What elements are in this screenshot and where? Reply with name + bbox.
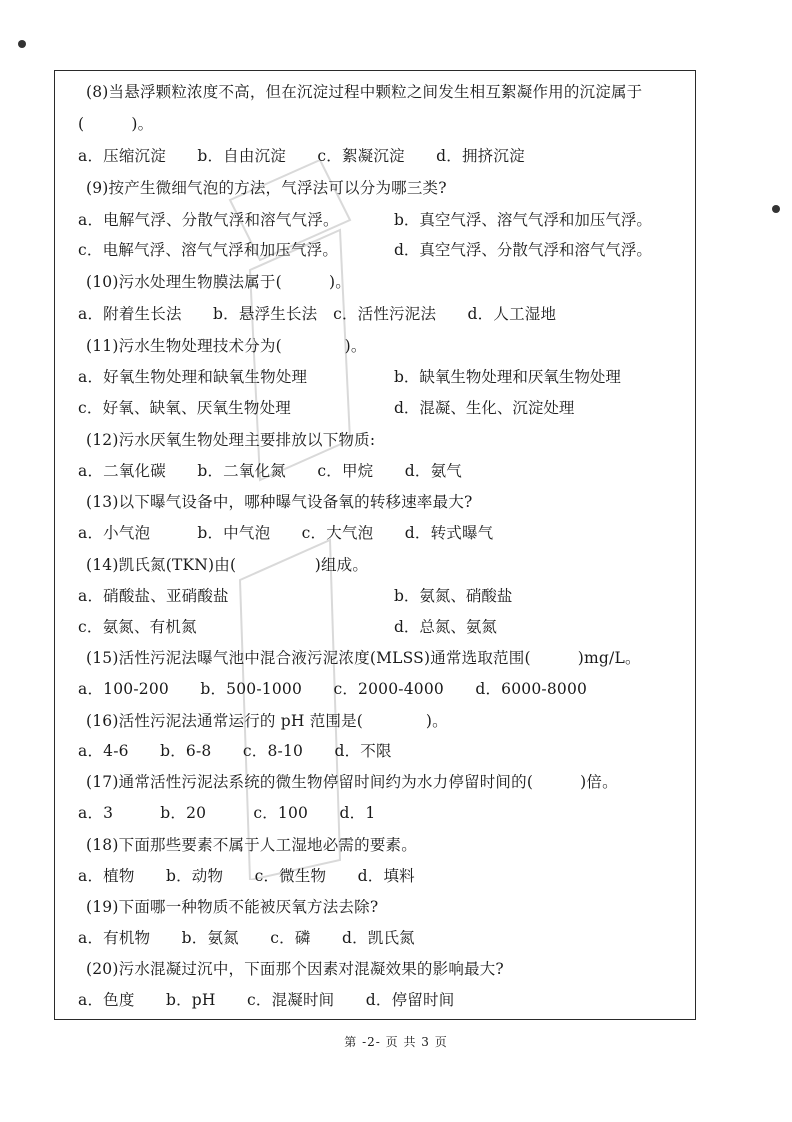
question-9-option-c: c．电解气浮、溶气气浮和加压气浮。: [78, 241, 339, 259]
question-8-blank: ( )。: [78, 115, 154, 133]
question-11-stem: (11)污水生物处理技术分为( )。: [86, 337, 367, 355]
question-11-option-c: c．好氧、缺氧、厌氧生物处理: [78, 399, 291, 417]
question-13-stem: (13)以下曝气设备中，哪种曝气设备氧的转移速率最大?: [86, 493, 473, 511]
question-9-stem: (9)按产生微细气泡的方法，气浮法可以分为哪三类?: [86, 179, 447, 197]
question-9-option-a: a．电解气浮、分散气浮和溶气气浮。: [78, 211, 339, 229]
question-19-stem: (19)下面哪一种物质不能被厌氧方法去除?: [86, 898, 379, 916]
question-12-stem: (12)污水厌氧生物处理主要排放以下物质:: [86, 431, 376, 449]
question-15-stem: (15)活性污泥法曝气池中混合液污泥浓度(MLSS)通常选取范围( )mg/L。: [86, 649, 641, 667]
registration-mark-right: [772, 205, 780, 213]
question-11-option-d: d．混凝、生化、沉淀处理: [394, 399, 575, 417]
question-17-stem: (17)通常活性污泥法系统的微生物停留时间约为水力停留时间的( )倍。: [86, 773, 618, 791]
question-14-option-d: d．总氮、氨氮: [394, 618, 497, 636]
question-16-stem: (16)活性污泥法通常运行的 pH 范围是( )。: [86, 712, 448, 730]
question-10-options: a．附着生长法 b．悬浮生长法 c．活性污泥法 d．人工湿地: [78, 305, 557, 323]
question-20-options: a．色度 b．pH c．混凝时间 d．停留时间: [78, 991, 455, 1009]
question-9-option-b: b．真空气浮、溶气气浮和加压气浮。: [394, 211, 652, 229]
question-13-options: a．小气泡 b．中气泡 c．大气泡 d．转式曝气: [78, 524, 494, 542]
registration-mark-top: [18, 40, 26, 48]
question-17-options: a．3 b．20 c．100 d．1: [78, 804, 376, 822]
question-20-stem: (20)污水混凝过沉中，下面那个因素对混凝效果的影响最大?: [86, 960, 504, 978]
question-14-option-c: c．氨氮、有机氮: [78, 618, 197, 636]
question-18-stem: (18)下面那些要素不属于人工湿地必需的要素。: [86, 836, 417, 854]
question-18-options: a．植物 b．动物 c．微生物 d．填料: [78, 867, 415, 885]
question-19-options: a．有机物 b．氨氮 c．磷 d．凯氏氮: [78, 929, 415, 947]
question-8-stem: (8)当悬浮颗粒浓度不高，但在沉淀过程中颗粒之间发生相互絮凝作用的沉淀属于: [86, 83, 643, 101]
question-12-options: a．二氧化碳 b．二氧化氮 c．甲烷 d．氨气: [78, 462, 462, 480]
question-11-option-b: b．缺氧生物处理和厌氧生物处理: [394, 368, 621, 386]
question-14-stem: (14)凯氏氮(TKN)由( )组成。: [86, 556, 369, 574]
question-14-option-a: a．硝酸盐、亚硝酸盐: [78, 587, 229, 605]
question-10-stem: (10)污水处理生物膜法属于( )。: [86, 273, 351, 291]
question-15-options: a．100-200 b．500-1000 c．2000-4000 d．6000-8000: [78, 680, 588, 698]
question-11-option-a: a．好氧生物处理和缺氧生物处理: [78, 368, 308, 386]
question-8-options: a．压缩沉淀 b．自由沉淀 c．絮凝沉淀 d．拥挤沉淀: [78, 147, 525, 165]
page-number: 第 -2- 页 共 3 页: [344, 1035, 448, 1049]
question-16-options: a．4-6 b．6-8 c．8-10 d．不限: [78, 742, 392, 760]
question-9-option-d: d．真空气浮、分散气浮和溶气气浮。: [394, 241, 652, 259]
question-14-option-b: b．氨氮、硝酸盐: [394, 587, 513, 605]
